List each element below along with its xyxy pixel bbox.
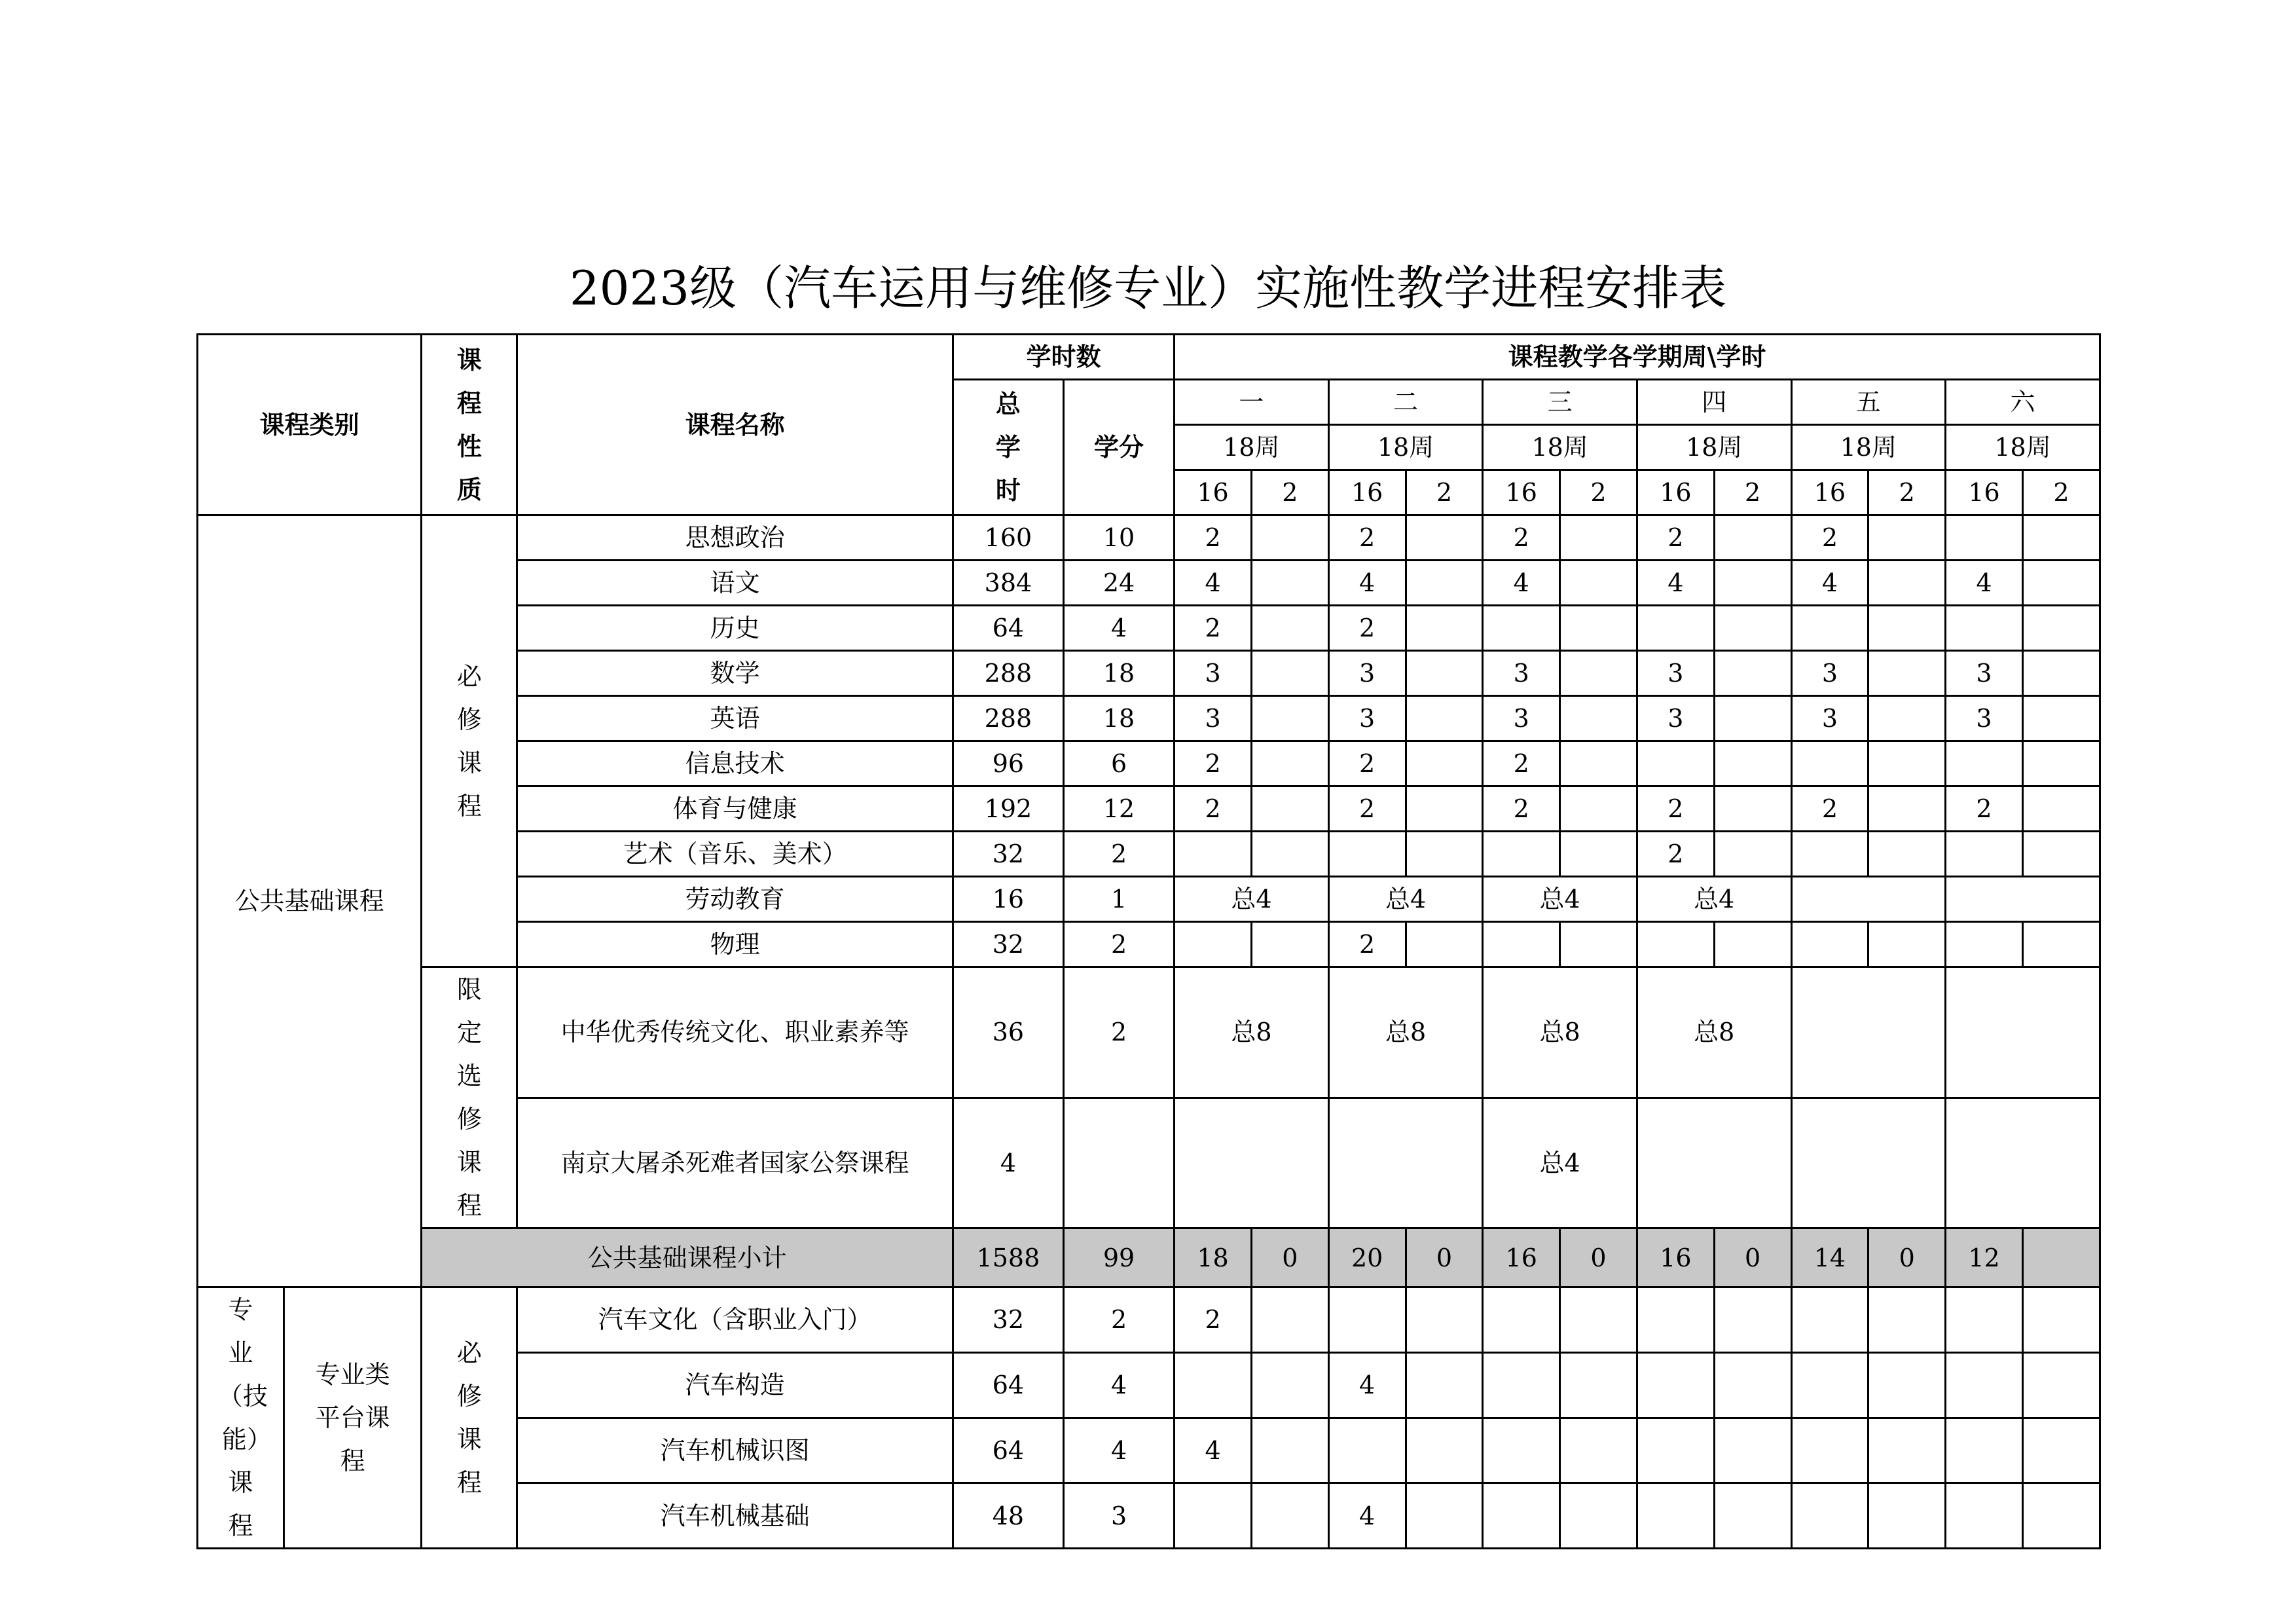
header-sub-2: 2 xyxy=(1714,470,1791,515)
nature-required: 必修课程 xyxy=(422,1287,517,1549)
term-hours-cell: 2 xyxy=(1175,515,1252,561)
term-hours-cell: 4 xyxy=(1637,561,1714,606)
course-total-hours: 48 xyxy=(953,1483,1063,1549)
term-hours-cell xyxy=(1560,922,1637,967)
header-term-5: 五 xyxy=(1791,380,1946,425)
term-hours-cell xyxy=(1946,922,2023,967)
term-total-cell xyxy=(1946,967,2100,1098)
subtotal-label: 公共基础课程小计 xyxy=(422,1228,953,1287)
subtotal-term-cell: 0 xyxy=(1560,1228,1637,1287)
nature-limited-elective: 限定选修课程 xyxy=(422,967,517,1228)
table-row xyxy=(198,515,2100,561)
term-hours-cell: 4 xyxy=(1328,1352,1406,1418)
course-total-hours: 192 xyxy=(953,786,1063,832)
course-name: 汽车文化（含职业入门） xyxy=(517,1287,953,1353)
term-total-cell: 总8 xyxy=(1328,967,1483,1098)
subtotal-term-cell xyxy=(2022,1228,2100,1287)
course-total-hours: 160 xyxy=(953,515,1063,561)
course-credits: 12 xyxy=(1063,786,1174,832)
term-hours-cell xyxy=(1714,1483,1791,1549)
header-sub-16: 16 xyxy=(1483,470,1560,515)
term-hours-cell xyxy=(1560,832,1637,877)
term-hours-cell xyxy=(1560,741,1637,786)
term-hours-cell: 2 xyxy=(1791,515,1868,561)
term-hours-cell xyxy=(1946,1483,2023,1549)
term-hours-cell xyxy=(1868,696,1946,741)
term-hours-cell: 3 xyxy=(1175,696,1252,741)
nature-required: 必修课程 xyxy=(422,515,517,967)
term-hours-cell xyxy=(1406,696,1483,741)
term-hours-cell xyxy=(1560,561,1637,606)
term-hours-cell xyxy=(1175,1352,1252,1418)
term-hours-cell: 2 xyxy=(1328,606,1406,651)
course-total-hours: 64 xyxy=(953,1352,1063,1418)
term-hours-cell xyxy=(1868,515,1946,561)
term-hours-cell xyxy=(1946,1287,2023,1353)
term-hours-cell xyxy=(1560,1287,1637,1353)
term-hours-cell xyxy=(1560,651,1637,696)
term-total-cell: 总4 xyxy=(1637,877,1791,922)
term-hours-cell xyxy=(2022,1352,2100,1418)
course-total-hours: 4 xyxy=(953,1098,1063,1228)
term-hours-cell: 2 xyxy=(1946,786,2023,832)
term-total-cell xyxy=(1328,1098,1483,1228)
term-hours-cell xyxy=(1175,832,1252,877)
term-hours-cell xyxy=(1714,696,1791,741)
term-hours-cell: 3 xyxy=(1637,651,1714,696)
term-hours-cell xyxy=(1714,561,1791,606)
term-hours-cell xyxy=(2022,1483,2100,1549)
term-hours-cell xyxy=(1406,651,1483,696)
term-hours-cell xyxy=(1714,651,1791,696)
term-hours-cell: 2 xyxy=(1328,922,1406,967)
term-hours-cell: 2 xyxy=(1637,515,1714,561)
term-hours-cell xyxy=(1251,1287,1328,1353)
subtotal-row xyxy=(198,1228,2100,1287)
header-hours-group: 学时数 xyxy=(953,335,1174,380)
term-hours-cell: 4 xyxy=(1328,1483,1406,1549)
course-total-hours: 36 xyxy=(953,967,1063,1098)
header-sub-2: 2 xyxy=(1868,470,1946,515)
course-name: 中华优秀传统文化、职业素养等 xyxy=(517,967,953,1098)
term-hours-cell xyxy=(1560,1352,1637,1418)
header-total-hours: 总学时 xyxy=(953,380,1063,515)
term-hours-cell: 4 xyxy=(1175,561,1252,606)
term-hours-cell xyxy=(1251,1352,1328,1418)
term-hours-cell: 2 xyxy=(1328,515,1406,561)
course-name: 艺术（音乐、美术） xyxy=(517,832,953,877)
course-credits: 18 xyxy=(1063,651,1174,696)
subtotal-term-cell: 12 xyxy=(1946,1228,2023,1287)
term-hours-cell xyxy=(1637,1483,1714,1549)
term-hours-cell xyxy=(1868,741,1946,786)
course-credits: 24 xyxy=(1063,561,1174,606)
course-total-hours: 384 xyxy=(953,561,1063,606)
term-hours-cell: 2 xyxy=(1483,786,1560,832)
course-name: 英语 xyxy=(517,696,953,741)
term-hours-cell xyxy=(1868,1418,1946,1483)
term-hours-cell xyxy=(1251,651,1328,696)
term-hours-cell xyxy=(1946,1418,2023,1483)
category-major-skill: 专业（技能）课程 xyxy=(198,1287,284,1549)
term-hours-cell xyxy=(1251,606,1328,651)
subtotal-term-cell: 18 xyxy=(1175,1228,1252,1287)
term-hours-cell: 2 xyxy=(1483,515,1560,561)
term-total-cell: 总4 xyxy=(1483,877,1637,922)
header-sub-16: 16 xyxy=(1946,470,2023,515)
term-hours-cell xyxy=(1714,1418,1791,1483)
term-hours-cell xyxy=(1251,1483,1328,1549)
schedule-table xyxy=(196,333,2101,1549)
term-hours-cell xyxy=(1406,741,1483,786)
term-hours-cell xyxy=(1637,741,1714,786)
subtotal-term-cell: 16 xyxy=(1483,1228,1560,1287)
term-hours-cell xyxy=(2022,832,2100,877)
term-hours-cell xyxy=(1251,786,1328,832)
term-hours-cell xyxy=(1791,832,1868,877)
term-hours-cell xyxy=(1483,1483,1560,1549)
term-hours-cell xyxy=(2022,561,2100,606)
term-total-cell: 总4 xyxy=(1175,877,1329,922)
term-hours-cell: 3 xyxy=(1328,651,1406,696)
term-hours-cell xyxy=(1791,1483,1868,1549)
term-hours-cell xyxy=(1483,922,1560,967)
term-hours-cell: 2 xyxy=(1175,741,1252,786)
subtotal-term-cell: 14 xyxy=(1791,1228,1868,1287)
term-total-cell: 总8 xyxy=(1637,967,1791,1098)
term-hours-cell xyxy=(1868,1352,1946,1418)
term-hours-cell xyxy=(1637,1352,1714,1418)
term-hours-cell xyxy=(1868,786,1946,832)
term-hours-cell xyxy=(1251,561,1328,606)
course-name: 汽车机械基础 xyxy=(517,1483,953,1549)
subtotal-total-hours: 1588 xyxy=(953,1228,1063,1287)
term-hours-cell: 3 xyxy=(1483,696,1560,741)
course-name: 汽车机械识图 xyxy=(517,1418,953,1483)
subtotal-credits: 99 xyxy=(1063,1228,1174,1287)
term-hours-cell xyxy=(1406,561,1483,606)
term-hours-cell xyxy=(2022,1418,2100,1483)
course-name: 南京大屠杀死难者国家公祭课程 xyxy=(517,1098,953,1228)
term-hours-cell xyxy=(1406,1418,1483,1483)
term-hours-cell xyxy=(1483,1352,1560,1418)
term-hours-cell xyxy=(1714,1352,1791,1418)
term-hours-cell xyxy=(1946,515,2023,561)
term-hours-cell xyxy=(1406,1352,1483,1418)
term-hours-cell xyxy=(1637,606,1714,651)
course-name: 数学 xyxy=(517,651,953,696)
term-hours-cell: 2 xyxy=(1483,741,1560,786)
term-hours-cell: 3 xyxy=(1946,696,2023,741)
term-hours-cell xyxy=(1714,1287,1791,1353)
term-hours-cell xyxy=(1791,741,1868,786)
term-hours-cell xyxy=(1251,515,1328,561)
platform-courses: 专业类平台课程 xyxy=(283,1287,421,1549)
course-name: 历史 xyxy=(517,606,953,651)
header-weeks-4: 18周 xyxy=(1637,425,1791,470)
term-hours-cell xyxy=(2022,651,2100,696)
term-hours-cell xyxy=(1483,606,1560,651)
course-name: 汽车构造 xyxy=(517,1352,953,1418)
term-total-cell xyxy=(1791,877,1946,922)
course-total-hours: 32 xyxy=(953,832,1063,877)
course-total-hours: 64 xyxy=(953,1418,1063,1483)
header-weeks-1: 18周 xyxy=(1175,425,1329,470)
course-name: 思想政治 xyxy=(517,515,953,561)
subtotal-term-cell: 0 xyxy=(1714,1228,1791,1287)
course-name: 语文 xyxy=(517,561,953,606)
term-hours-cell: 2 xyxy=(1328,741,1406,786)
course-credits: 2 xyxy=(1063,967,1174,1098)
term-hours-cell: 3 xyxy=(1791,696,1868,741)
term-hours-cell xyxy=(1560,606,1637,651)
term-total-cell xyxy=(1791,967,1946,1098)
course-credits: 1 xyxy=(1063,877,1174,922)
course-total-hours: 288 xyxy=(953,696,1063,741)
term-hours-cell xyxy=(1560,1418,1637,1483)
course-credits: 4 xyxy=(1063,606,1174,651)
course-credits: 2 xyxy=(1063,1287,1174,1353)
term-hours-cell xyxy=(2022,515,2100,561)
term-total-cell: 总8 xyxy=(1483,967,1637,1098)
term-hours-cell xyxy=(1328,1418,1406,1483)
term-hours-cell xyxy=(1946,832,2023,877)
term-hours-cell xyxy=(2022,606,2100,651)
term-hours-cell xyxy=(1251,696,1328,741)
term-hours-cell xyxy=(1868,561,1946,606)
term-hours-cell xyxy=(1406,1287,1483,1353)
term-total-cell xyxy=(1175,1098,1329,1228)
term-hours-cell xyxy=(2022,922,2100,967)
course-credits: 3 xyxy=(1063,1483,1174,1549)
term-hours-cell xyxy=(1406,606,1483,651)
header-sub-16: 16 xyxy=(1791,470,1868,515)
course-credits: 4 xyxy=(1063,1352,1174,1418)
term-hours-cell xyxy=(1251,922,1328,967)
course-name: 物理 xyxy=(517,922,953,967)
header-course-name: 课程名称 xyxy=(517,335,953,515)
term-hours-cell xyxy=(1868,1287,1946,1353)
term-hours-cell xyxy=(1637,1287,1714,1353)
course-credits: 6 xyxy=(1063,741,1174,786)
document-title: 2023级（汽车运用与维修专业）实施性教学进程安排表 xyxy=(569,261,1727,316)
term-hours-cell: 2 xyxy=(1175,606,1252,651)
term-hours-cell: 3 xyxy=(1328,696,1406,741)
term-hours-cell xyxy=(1328,1287,1406,1353)
term-hours-cell xyxy=(1714,832,1791,877)
term-hours-cell xyxy=(1714,515,1791,561)
term-hours-cell xyxy=(2022,696,2100,741)
term-total-cell xyxy=(1791,1098,1946,1228)
course-total-hours: 288 xyxy=(953,651,1063,696)
header-sub-2: 2 xyxy=(1560,470,1637,515)
term-hours-cell xyxy=(1946,741,2023,786)
term-hours-cell xyxy=(1483,1287,1560,1353)
term-hours-cell xyxy=(1251,1418,1328,1483)
table-row xyxy=(198,1287,2100,1353)
header-term-4: 四 xyxy=(1637,380,1791,425)
term-hours-cell xyxy=(1714,786,1791,832)
term-hours-cell xyxy=(1714,922,1791,967)
term-hours-cell: 2 xyxy=(1637,832,1714,877)
subtotal-term-cell: 16 xyxy=(1637,1228,1714,1287)
header-term-2: 二 xyxy=(1328,380,1483,425)
term-hours-cell: 4 xyxy=(1328,561,1406,606)
term-hours-cell: 4 xyxy=(1791,561,1868,606)
term-hours-cell xyxy=(1946,1352,2023,1418)
course-credits xyxy=(1063,1098,1174,1228)
term-total-cell xyxy=(1946,877,2100,922)
term-hours-cell: 3 xyxy=(1946,651,2023,696)
course-total-hours: 16 xyxy=(953,877,1063,922)
header-weeks-3: 18周 xyxy=(1483,425,1637,470)
category-public-basic: 公共基础课程 xyxy=(198,515,422,1287)
term-hours-cell xyxy=(1714,606,1791,651)
term-hours-cell: 4 xyxy=(1946,561,2023,606)
course-name: 劳动教育 xyxy=(517,877,953,922)
term-hours-cell xyxy=(1560,515,1637,561)
term-hours-cell xyxy=(1560,1483,1637,1549)
term-hours-cell xyxy=(1406,1483,1483,1549)
header-weeks-2: 18周 xyxy=(1328,425,1483,470)
term-hours-cell xyxy=(1406,922,1483,967)
term-hours-cell xyxy=(1868,922,1946,967)
term-total-cell: 总4 xyxy=(1328,877,1483,922)
subtotal-term-cell: 0 xyxy=(1251,1228,1328,1287)
header-term-3: 三 xyxy=(1483,380,1637,425)
term-total-cell xyxy=(1637,1098,1791,1228)
header-term-1: 一 xyxy=(1175,380,1329,425)
term-total-cell: 总8 xyxy=(1175,967,1329,1098)
term-hours-cell xyxy=(1251,741,1328,786)
course-credits: 2 xyxy=(1063,832,1174,877)
term-hours-cell xyxy=(1483,832,1560,877)
subtotal-term-cell: 20 xyxy=(1328,1228,1406,1287)
term-hours-cell xyxy=(1560,696,1637,741)
course-credits: 2 xyxy=(1063,922,1174,967)
term-hours-cell: 2 xyxy=(1175,786,1252,832)
course-credits: 18 xyxy=(1063,696,1174,741)
term-hours-cell xyxy=(1175,922,1252,967)
header-sub-16: 16 xyxy=(1637,470,1714,515)
header-weeks-6: 18周 xyxy=(1946,425,2100,470)
term-hours-cell xyxy=(2022,741,2100,786)
term-hours-cell xyxy=(1791,1287,1868,1353)
term-hours-cell: 4 xyxy=(1175,1418,1252,1483)
course-name: 体育与健康 xyxy=(517,786,953,832)
table-row xyxy=(198,967,2100,1098)
course-credits: 10 xyxy=(1063,515,1174,561)
subtotal-term-cell: 0 xyxy=(1406,1228,1483,1287)
term-hours-cell xyxy=(1791,1352,1868,1418)
course-total-hours: 32 xyxy=(953,922,1063,967)
header-sub-2: 2 xyxy=(1406,470,1483,515)
term-hours-cell xyxy=(1868,1483,1946,1549)
term-hours-cell xyxy=(1868,651,1946,696)
term-hours-cell xyxy=(1791,606,1868,651)
term-hours-cell xyxy=(1406,832,1483,877)
term-hours-cell: 3 xyxy=(1791,651,1868,696)
term-hours-cell: 2 xyxy=(1175,1287,1252,1353)
term-hours-cell: 2 xyxy=(1328,786,1406,832)
term-hours-cell: 2 xyxy=(1637,786,1714,832)
term-hours-cell xyxy=(1328,832,1406,877)
header-weeks-5: 18周 xyxy=(1791,425,1946,470)
term-total-cell: 总4 xyxy=(1483,1098,1637,1228)
course-total-hours: 32 xyxy=(953,1287,1063,1353)
header-term-group: 课程教学各学期周\学时 xyxy=(1175,335,2100,380)
course-total-hours: 64 xyxy=(953,606,1063,651)
term-total-cell xyxy=(1946,1098,2100,1228)
term-hours-cell xyxy=(1868,832,1946,877)
header-sub-2: 2 xyxy=(2022,470,2100,515)
term-hours-cell: 2 xyxy=(1791,786,1868,832)
subtotal-term-cell: 0 xyxy=(1868,1228,1946,1287)
header-sub-16: 16 xyxy=(1328,470,1406,515)
term-hours-cell: 4 xyxy=(1483,561,1560,606)
term-hours-cell xyxy=(1406,515,1483,561)
term-hours-cell xyxy=(1637,1418,1714,1483)
term-hours-cell: 3 xyxy=(1175,651,1252,696)
header-sub-2: 2 xyxy=(1251,470,1328,515)
term-hours-cell xyxy=(1791,1418,1868,1483)
term-hours-cell xyxy=(2022,1287,2100,1353)
header-term-6: 六 xyxy=(1946,380,2100,425)
term-hours-cell xyxy=(1560,786,1637,832)
term-hours-cell xyxy=(1868,606,1946,651)
term-hours-cell xyxy=(2022,786,2100,832)
header-category: 课程类别 xyxy=(198,335,422,515)
header-credits: 学分 xyxy=(1063,380,1174,515)
term-hours-cell xyxy=(1483,1418,1560,1483)
term-hours-cell xyxy=(1791,922,1868,967)
term-hours-cell xyxy=(1251,832,1328,877)
term-hours-cell xyxy=(1175,1483,1252,1549)
term-hours-cell xyxy=(1637,922,1714,967)
term-hours-cell xyxy=(1714,741,1791,786)
course-name: 信息技术 xyxy=(517,741,953,786)
header-nature: 课程性质 xyxy=(422,335,517,515)
term-hours-cell xyxy=(1406,786,1483,832)
term-hours-cell: 3 xyxy=(1483,651,1560,696)
header-sub-16: 16 xyxy=(1175,470,1252,515)
term-hours-cell xyxy=(1946,606,2023,651)
course-total-hours: 96 xyxy=(953,741,1063,786)
term-hours-cell: 3 xyxy=(1637,696,1714,741)
course-credits: 4 xyxy=(1063,1418,1174,1483)
